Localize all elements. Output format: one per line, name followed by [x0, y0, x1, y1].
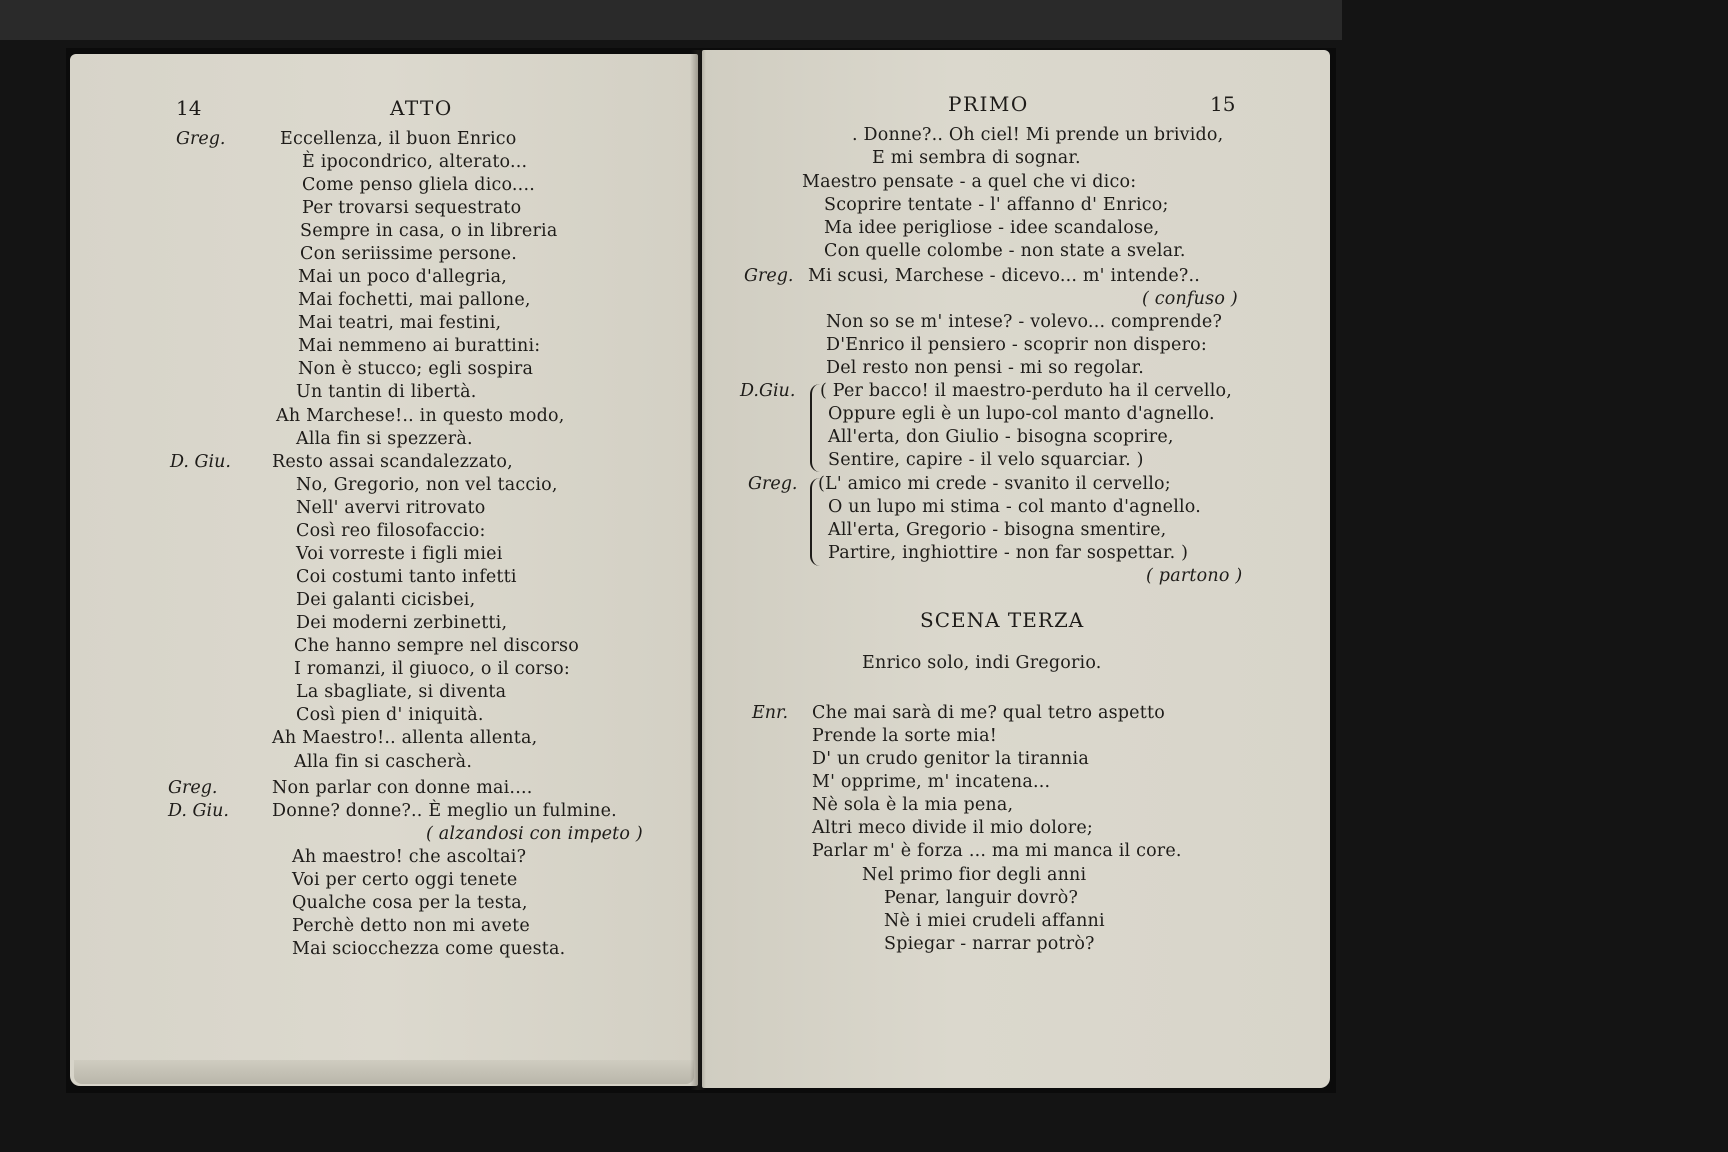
verse-line: D'Enrico il pensiero - scoprir non dispero: — [826, 335, 1207, 355]
verse-line: I romanzi, il giuoco, o il corso: — [294, 659, 571, 679]
speaker-label: Greg. — [176, 129, 226, 149]
verse-line: All'erta, don Giulio - bisogna scoprire, — [828, 427, 1174, 447]
verse-line: Nel primo fior degli anni — [862, 865, 1087, 885]
verse-line: Nè i miei crudeli affanni — [884, 911, 1105, 931]
scene-heading: SCENA TERZA — [920, 608, 1085, 632]
speaker-label: Greg. — [748, 474, 798, 494]
verse-line: Alla fin si spezzerà. — [296, 429, 473, 449]
verse-line: O un lupo mi stima - col manto d'agnello. — [828, 497, 1201, 517]
verse-line: Con seriissime persone. — [300, 244, 517, 264]
verse-line: Mai un poco d'allegria, — [298, 267, 508, 287]
stage-direction: ( alzandosi con impeto ) — [426, 824, 643, 844]
verse-line: . Donne?.. Oh ciel! Mi prende un brivido, — [852, 125, 1224, 145]
left-page — [70, 54, 698, 1086]
verse-line: Mai nemmeno ai burattini: — [298, 336, 541, 356]
speaker-label: Greg. — [744, 266, 794, 286]
verse-line: Così reo filosofaccio: — [296, 521, 486, 541]
verse-line: Voi vorreste i figli miei — [296, 544, 503, 564]
page-edge — [74, 1060, 694, 1084]
page-number: 14 — [176, 96, 202, 120]
verse-line: Del resto non pensi - mi so regolar. — [826, 358, 1144, 378]
book-gutter — [690, 50, 706, 1090]
verse-line: No, Gregorio, non vel taccio, — [296, 475, 558, 495]
speaker-label: Greg. — [168, 778, 218, 798]
verse-line: Mai sciocchezza come questa. — [292, 939, 566, 959]
verse-line: Per trovarsi sequestrato — [302, 198, 522, 218]
verse-line: Non parlar con donne mai.... — [272, 778, 533, 798]
verse-line: Voi per certo oggi tenete — [292, 870, 518, 890]
verse-line: Non è stucco; egli sospira — [298, 359, 534, 379]
brace — [810, 384, 820, 472]
running-header: ATTO — [390, 96, 453, 120]
verse-line: Che mai sarà di me? qual tetro aspetto — [812, 703, 1165, 723]
speaker-label: D.Giu. — [740, 381, 796, 401]
verse-line: Alla fin si cascherà. — [294, 752, 473, 772]
verse-line: Parlar m' è forza ... ma mi manca il core. — [812, 841, 1182, 861]
verse-line: Come penso gliela dico.... — [302, 175, 535, 195]
verse-line: ( Per bacco! il maestro-perduto ha il cervello, — [820, 381, 1233, 401]
verse-line: Perchè detto non mi avete — [292, 916, 530, 936]
verse-line: Eccellenza, il buon Enrico — [280, 129, 517, 149]
verse-line: Scoprire tentate - l' affanno d' Enrico; — [824, 195, 1169, 215]
verse-line: Donne? donne?.. È meglio un fulmine. — [272, 801, 617, 821]
verse-line: Spiegar - narrar potrò? — [884, 934, 1095, 954]
verse-line: Ah Marchese!.. in questo modo, — [276, 406, 565, 426]
verse-line: È ipocondrico, alterato... — [302, 152, 528, 172]
verse-line: M' opprime, m' incatena... — [812, 772, 1051, 792]
verse-line: Dei moderni zerbinetti, — [296, 613, 508, 633]
speaker-label: D. Giu. — [170, 452, 231, 472]
scene-characters: Enrico solo, indi Gregorio. — [862, 653, 1102, 673]
verse-line: Nè sola è la mia pena, — [812, 795, 1014, 815]
verse-line: Ah maestro! che ascoltai? — [292, 847, 527, 867]
verse-line: La sbagliate, si diventa — [296, 682, 507, 702]
verse-line: Mai teatri, mai festini, — [298, 313, 502, 333]
verse-line: Coi costumi tanto infetti — [296, 567, 517, 587]
verse-line: Ah Maestro!.. allenta allenta, — [272, 728, 538, 748]
verse-line: Prende la sorte mia! — [812, 726, 997, 746]
verse-line: Partire, inghiottire - non far sospettar. ) — [828, 543, 1189, 563]
verse-line: Mi scusi, Marchese - dicevo... m' intende?.. — [808, 266, 1201, 286]
verse-line: Con quelle colombe - non state a svelar. — [824, 241, 1186, 261]
verse-line: Sentire, capire - il velo squarciar. ) — [828, 450, 1144, 470]
page-number: 15 — [1210, 92, 1236, 116]
stage-direction: ( partono ) — [1146, 566, 1243, 586]
verse-line: Dei galanti cicisbei, — [296, 590, 476, 610]
verse-line: Oppure egli è un lupo-col manto d'agnello. — [828, 404, 1215, 424]
verse-line: Maestro pensate - a quel che vi dico: — [802, 172, 1137, 192]
verse-line: Ma idee perigliose - idee scandalose, — [824, 218, 1160, 238]
verse-line: All'erta, Gregorio - bisogna smentire, — [828, 520, 1167, 540]
stage-direction: ( confuso ) — [1142, 289, 1238, 309]
verse-line: Resto assai scandalezzato, — [272, 452, 513, 472]
verse-line: Qualche cosa per la testa, — [292, 893, 528, 913]
verse-line: D' un crudo genitor la tirannia — [812, 749, 1089, 769]
speaker-label: Enr. — [752, 703, 789, 723]
verse-line: Non so se m' intese? - volevo... comprende? — [826, 312, 1223, 332]
scanner-bar — [0, 0, 1342, 40]
verse-line: Nell' avervi ritrovato — [296, 498, 486, 518]
verse-line: Mai fochetti, mai pallone, — [298, 290, 531, 310]
verse-line: Altri meco divide il mio dolore; — [812, 818, 1093, 838]
verse-line: Che hanno sempre nel discorso — [294, 636, 579, 656]
verse-line: Penar, languir dovrò? — [884, 888, 1079, 908]
verse-line: Un tantin di libertà. — [296, 382, 477, 402]
right-page — [702, 50, 1330, 1088]
speaker-label: D. Giu. — [168, 801, 229, 821]
verse-line: (L' amico mi crede - svanito il cervello; — [818, 474, 1171, 494]
verse-line: Così pien d' iniquità. — [296, 705, 484, 725]
verse-line: E mi sembra di sognar. — [872, 148, 1081, 168]
running-header: PRIMO — [948, 92, 1029, 116]
verse-line: Sempre in casa, o in libreria — [300, 221, 558, 241]
